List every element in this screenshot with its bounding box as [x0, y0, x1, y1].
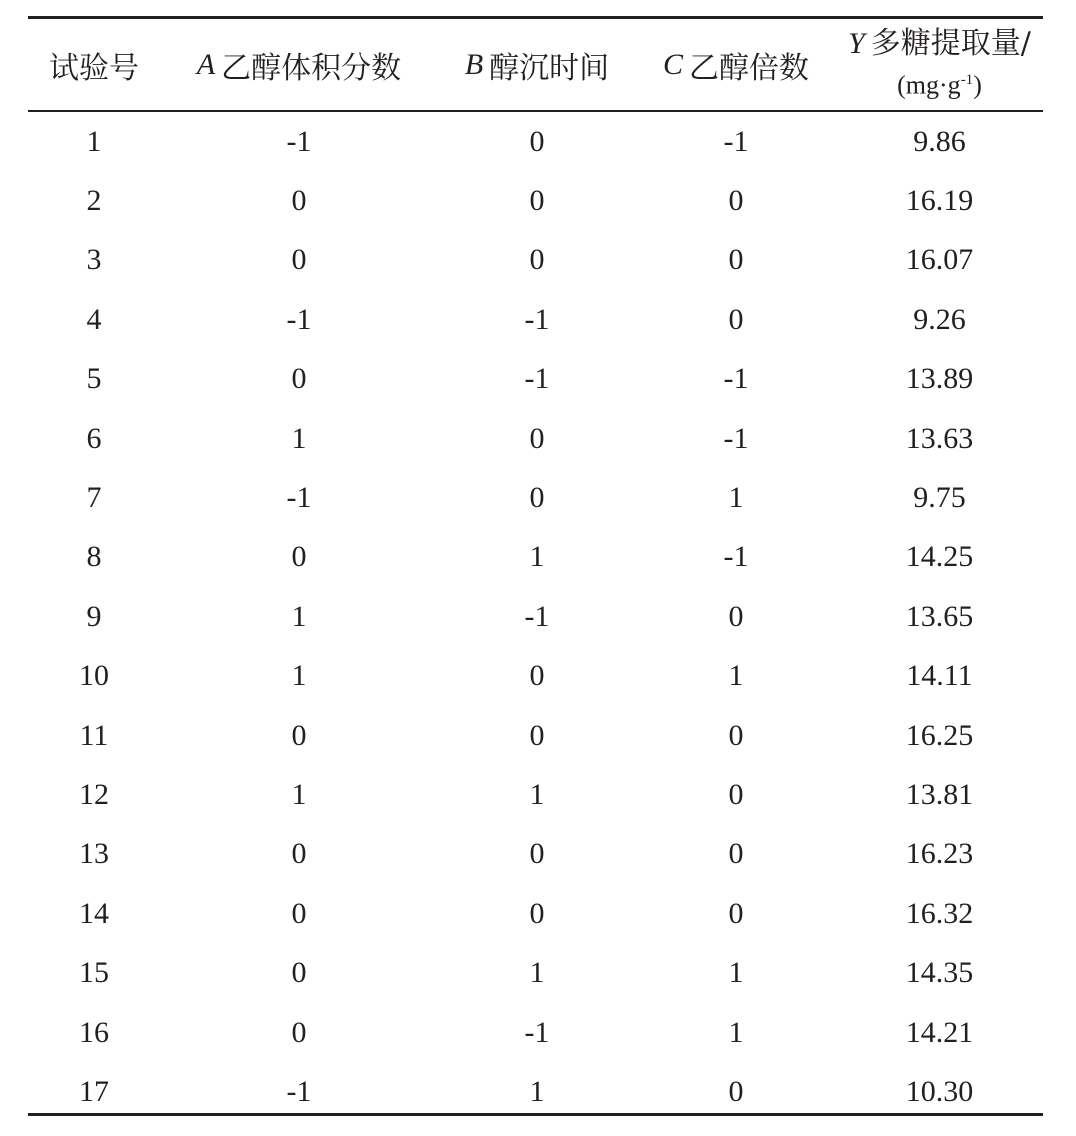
- cell-b: 1: [529, 956, 545, 990]
- cell-y: 13.65: [905, 599, 974, 633]
- header-b-var: B: [464, 47, 484, 81]
- cell-trial-no: 6: [86, 421, 102, 455]
- table-row: [28, 884, 1043, 943]
- cell-b: -1: [524, 1015, 550, 1049]
- header-c: [636, 19, 836, 110]
- cell-c: 0: [728, 599, 744, 633]
- header-y-label: 多糖提取量/: [870, 25, 1031, 61]
- cell-b: -1: [524, 362, 550, 396]
- cell-a: -1: [286, 1074, 312, 1108]
- header-y-unit-base: (mg·g: [897, 70, 961, 100]
- cell-y: 10.30: [905, 1074, 974, 1108]
- header-a: [160, 19, 438, 110]
- cell-a: 1: [291, 659, 307, 693]
- cell-c: 1: [728, 1015, 744, 1049]
- header-y-unit-exp: -1: [960, 71, 974, 88]
- cell-a: 0: [291, 1015, 307, 1049]
- table-row: [28, 171, 1043, 230]
- header-trial-no-label: 试验号: [49, 50, 139, 86]
- cell-a: 1: [291, 421, 307, 455]
- table-body: [28, 112, 1043, 1122]
- table-row: [28, 587, 1043, 646]
- cell-trial-no: 2: [86, 184, 102, 218]
- cell-trial-no: 13: [79, 837, 109, 871]
- table-header: [28, 19, 1043, 110]
- table-row: [28, 468, 1043, 527]
- cell-a: -1: [286, 302, 312, 336]
- cell-trial-no: 16: [79, 1015, 109, 1049]
- cell-c: 0: [728, 1074, 744, 1108]
- cell-y: 9.75: [913, 481, 966, 515]
- cell-c: 0: [728, 837, 744, 871]
- cell-a: 0: [291, 243, 307, 277]
- cell-y: 9.26: [913, 302, 966, 336]
- cell-c: -1: [723, 362, 749, 396]
- cell-y: 13.63: [905, 421, 974, 455]
- cell-trial-no: 5: [86, 362, 102, 396]
- cell-b: 0: [529, 481, 545, 515]
- header-y: [836, 19, 1043, 110]
- table-row: [28, 350, 1043, 409]
- header-b-label: 醇沉时间: [489, 50, 610, 86]
- cell-b: 0: [529, 421, 545, 455]
- cell-c: 0: [728, 896, 744, 930]
- cell-b: -1: [524, 302, 550, 336]
- cell-a: 0: [291, 362, 307, 396]
- cell-y: 14.35: [905, 956, 974, 990]
- cell-y: 16.23: [905, 837, 974, 871]
- bottom-rule: [28, 1113, 1043, 1116]
- cell-b: 1: [529, 777, 545, 811]
- header-trial-no: [28, 19, 160, 110]
- cell-y: 16.25: [905, 718, 974, 752]
- cell-y: 14.11: [906, 659, 973, 693]
- table-row: [28, 1003, 1043, 1062]
- cell-c: 1: [728, 956, 744, 990]
- cell-c: 0: [728, 184, 744, 218]
- cell-y: 9.86: [913, 124, 966, 158]
- cell-y: 16.19: [905, 184, 974, 218]
- cell-trial-no: 7: [86, 481, 102, 515]
- cell-y: 14.21: [905, 1015, 974, 1049]
- cell-a: 1: [291, 599, 307, 633]
- cell-trial-no: 1: [86, 124, 102, 158]
- cell-c: -1: [723, 540, 749, 574]
- cell-c: 0: [728, 302, 744, 336]
- cell-a: 0: [291, 837, 307, 871]
- cell-c: -1: [723, 421, 749, 455]
- cell-c: 1: [728, 659, 744, 693]
- table-row: [28, 231, 1043, 290]
- cell-y: 13.81: [905, 777, 974, 811]
- cell-b: 0: [529, 124, 545, 158]
- table-row: [28, 290, 1043, 349]
- cell-a: 0: [291, 718, 307, 752]
- cell-a: -1: [286, 481, 312, 515]
- cell-a: -1: [286, 124, 312, 158]
- header-c-label: 乙醇倍数: [689, 50, 809, 86]
- cell-a: 0: [291, 540, 307, 574]
- cell-trial-no: 10: [79, 659, 109, 693]
- table-row: [28, 706, 1043, 765]
- cell-y: 14.25: [905, 540, 974, 574]
- cell-b: 0: [529, 243, 545, 277]
- cell-c: 0: [728, 718, 744, 752]
- header-y-unit: [897, 62, 982, 104]
- cell-trial-no: 8: [86, 540, 102, 574]
- cell-c: 0: [728, 243, 744, 277]
- table-row: [28, 647, 1043, 706]
- header-b: [438, 19, 636, 110]
- cell-trial-no: 4: [86, 302, 102, 336]
- cell-b: 0: [529, 184, 545, 218]
- header-a-var: A: [196, 47, 216, 81]
- header-a-label: 乙醇体积分数: [221, 50, 402, 86]
- cell-a: 0: [291, 896, 307, 930]
- cell-a: 0: [291, 184, 307, 218]
- table-row: [28, 528, 1043, 587]
- cell-b: 1: [529, 1074, 545, 1108]
- cell-b: -1: [524, 599, 550, 633]
- cell-b: 0: [529, 896, 545, 930]
- header-y-unit-close: ): [973, 70, 982, 100]
- cell-c: 0: [728, 777, 744, 811]
- cell-c: 1: [728, 481, 744, 515]
- table-row: [28, 943, 1043, 1002]
- header-y-line1: [848, 26, 1031, 62]
- cell-trial-no: 11: [79, 718, 109, 752]
- cell-b: 0: [529, 659, 545, 693]
- cell-trial-no: 3: [86, 243, 102, 277]
- table-row: [28, 765, 1043, 824]
- cell-y: 16.32: [905, 896, 974, 930]
- cell-b: 1: [529, 540, 545, 574]
- table-row: [28, 112, 1043, 171]
- cell-trial-no: 15: [79, 956, 109, 990]
- cell-c: -1: [723, 124, 749, 158]
- cell-y: 13.89: [905, 362, 974, 396]
- cell-b: 0: [529, 837, 545, 871]
- table-row: [28, 825, 1043, 884]
- cell-b: 0: [529, 718, 545, 752]
- cell-a: 0: [291, 956, 307, 990]
- cell-trial-no: 17: [79, 1074, 109, 1108]
- header-c-var: C: [662, 47, 683, 81]
- table-row: [28, 409, 1043, 468]
- header-y-var: Y: [848, 26, 865, 60]
- cell-a: 1: [291, 777, 307, 811]
- cell-trial-no: 14: [79, 896, 109, 930]
- cell-trial-no: 12: [79, 777, 109, 811]
- cell-trial-no: 9: [86, 599, 102, 633]
- cell-y: 16.07: [905, 243, 974, 277]
